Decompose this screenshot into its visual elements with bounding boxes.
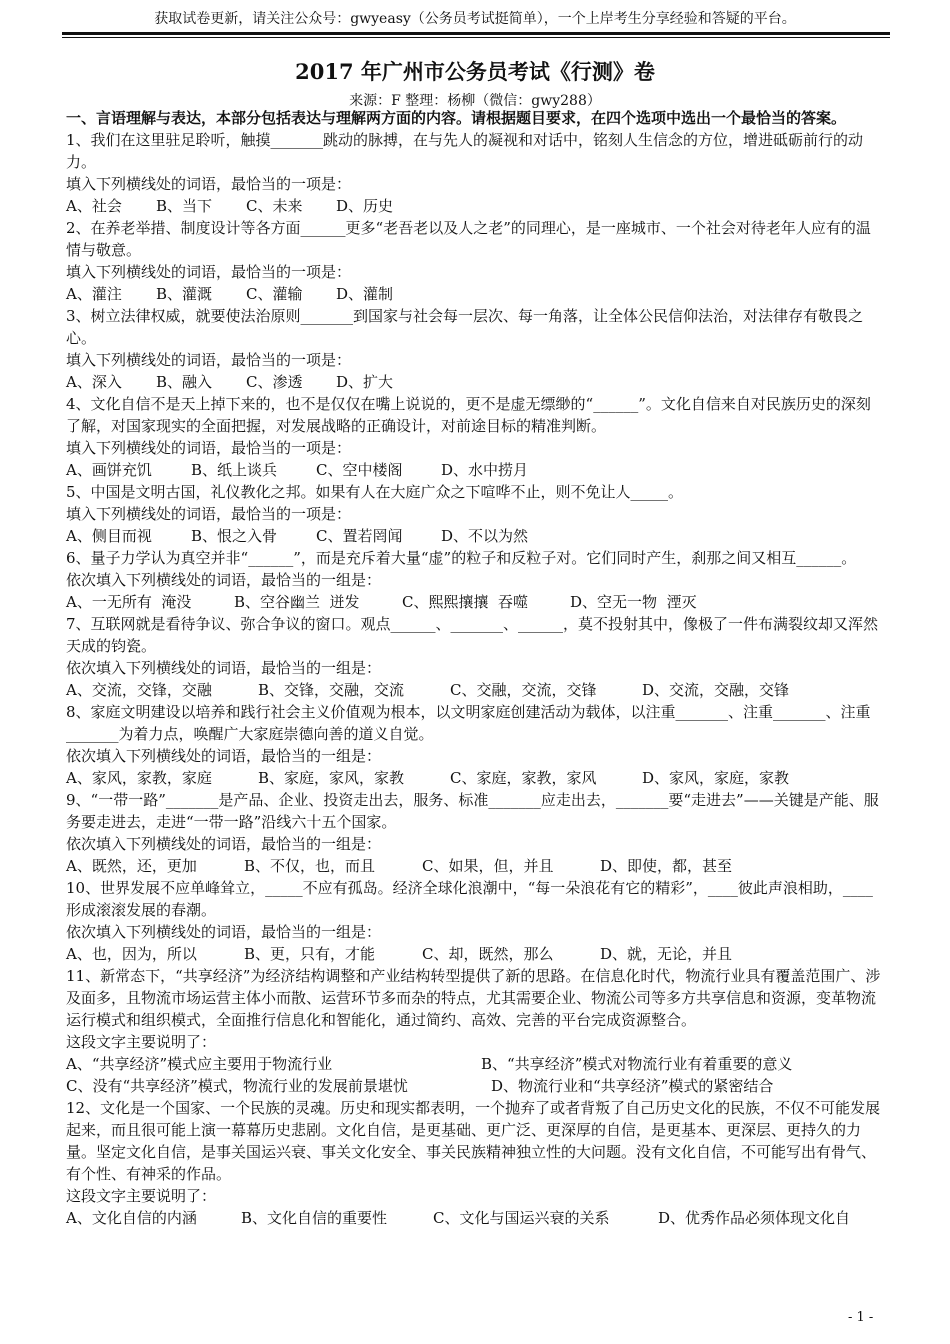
option: C、置若罔闻	[316, 527, 403, 545]
option: D、水中捞月	[441, 461, 529, 479]
option: D、即使，都，甚至	[600, 857, 733, 875]
option: C、家庭，家教，家风	[450, 769, 597, 787]
question-8: 8、家庭文明建设以培养和践行社会主义价值观为根本，以文明家庭创建活动为载体，以注重_______、注重_______、注重_______为着力点，唤醒广大家庭崇德向善的道义自觉。	[66, 703, 871, 743]
question-prompt: 填入下列横线处的词语，最恰当的一项是：	[66, 439, 352, 457]
section-heading: 一、言语理解与表达，本部分包括表达与理解两方面的内容。请根据题目要求，在四个选项中选出一个最恰当的答案。	[66, 109, 847, 127]
option: C、文化与国运兴衰的关系	[433, 1209, 610, 1227]
option: A、既然，还，更加	[66, 857, 197, 875]
question-prompt: 依次填入下列横线处的词语，最恰当的一组是：	[66, 659, 382, 677]
option: C、如果，但，并且	[422, 857, 554, 875]
options-11b	[66, 1075, 882, 1097]
question-9: 9、“一带一路”_______是产品、企业、投资走出去，服务、标准_______应走出去，_______要“走进去”——关键是产能、服务要走进去，走进“一带一路”沿线六十五个国家。	[66, 791, 879, 831]
option: C、渗透	[246, 373, 303, 391]
option: B、交锋，交融，交流	[258, 681, 405, 699]
question-7: 7、互联网就是看待争议、弥合争议的窗口。观点______、_______、______，莫不投射其中，像极了一件布满裂纹却又浑然天成的钧瓷。	[66, 615, 879, 655]
option: A、“共享经济”模式应主要用于物流行业	[66, 1055, 333, 1073]
question-12: 12、文化是一个国家、一个民族的灵魂。历史和现实都表明，一个抛弃了或者背叛了自己历史文化的民族，不仅不可能发展起来，而且很可能上演一幕幕历史悲剧。文化自信，是更基础、更广泛、更深厚的自信，是更基本、更深层、更持久的力量。坚定文化自信，是事关国运兴衰、事关文化安全、事关民族精神独立性的大问题。没有文化自信，不可能写出有骨气、有个性、有神采的作品。	[66, 1099, 881, 1183]
option: B、空谷幽兰 迸发	[234, 593, 360, 611]
question-prompt: 依次填入下列横线处的词语，最恰当的一组是：	[66, 835, 382, 853]
source-line: 来源：F 整理：杨柳（微信：gwy288）	[349, 93, 601, 109]
question-prompt: 依次填入下列横线处的词语，最恰当的一组是：	[66, 571, 382, 589]
question-3: 3、树立法律权威，就要使法治原则_______到国家与社会每一层次、每一角落，让全体公民信仰法治，对法律存有敬畏之心。	[66, 307, 864, 347]
option: D、优秀作品必须体现文化自	[658, 1209, 851, 1227]
question-1: 1、我们在这里驻足聆听，触摸_______跳动的脉搏，在与先人的凝视和对话中，铭刻人生信念的方位，增进砥砺前行的动力。	[66, 131, 864, 171]
options-2	[66, 283, 882, 305]
option: D、空无一物 湮灭	[570, 593, 697, 611]
question-prompt: 依次填入下列横线处的词语，最恰当的一组是：	[66, 923, 382, 941]
option: A、一无所有 淹没	[66, 593, 192, 611]
options-9	[66, 855, 882, 877]
question-5: 5、中国是文明古国，礼仪教化之邦。如果有人在大庭广众之下喧哗不止，则不免让人_____。	[66, 483, 684, 501]
question-2: 2、在养老举措、制度设计等各方面______更多“老吾老以及人之老”的同理心，是一座城市、一个社会对待老年人应有的温情与敬意。	[66, 219, 871, 259]
option: D、交流，交融，交锋	[642, 681, 790, 699]
option: B、家庭，家风，家教	[258, 769, 405, 787]
header-rule-thin	[62, 37, 890, 38]
option: A、画饼充饥	[66, 461, 152, 479]
option: A、文化自信的内涵	[66, 1209, 197, 1227]
option: B、更，只有，才能	[244, 945, 376, 963]
option: A、也，因为，所以	[66, 945, 197, 963]
question-10: 10、世界发展不应单峰耸立，_____不应有孤岛。经济全球化浪潮中，“每一朵浪花有它的精彩”，____彼此声浪相助，____形成滚滚发展的春潮。	[66, 879, 873, 919]
question-11: 11、新常态下，“共享经济”为经济结构调整和产业结构转型提供了新的思路。在信息化时代，物流行业具有覆盖范围广、涉及面多，且物流市场运营主体小而散、运营环节多而杂的特点，尤其需要企业、物流公司等多方共享信息和资源，变革物流运行模式和组织模式，全面推行信息化和智能化，通过简约、高效、完善的平台完成资源整合。	[66, 967, 881, 1029]
question-prompt: 依次填入下列横线处的词语，最恰当的一组是：	[66, 747, 382, 765]
option: B、文化自信的重要性	[241, 1209, 388, 1227]
options-6	[66, 591, 882, 613]
option: B、灌溉	[156, 285, 213, 303]
option: D、历史	[336, 197, 394, 215]
option: D、家风，家庭，家教	[642, 769, 790, 787]
option: B、当下	[156, 197, 213, 215]
question-prompt: 填入下列横线处的词语，最恰当的一项是：	[66, 351, 352, 369]
option: B、“共享经济”模式对物流行业有着重要的意义	[481, 1055, 793, 1073]
question-6: 6、量子力学认为真空并非“______”，而是充斥着大量“虚”的粒子和反粒子对。它们同时产生，刹那之间又相互______。	[66, 549, 857, 567]
option: C、空中楼阁	[316, 461, 403, 479]
option: B、恨之入骨	[191, 527, 278, 545]
options-7	[66, 679, 882, 701]
option: B、融入	[156, 373, 213, 391]
exam-content	[66, 107, 882, 1229]
question-prompt: 填入下列横线处的词语，最恰当的一项是：	[66, 505, 352, 523]
options-11a	[66, 1053, 882, 1075]
options-8	[66, 767, 882, 789]
option: A、灌注	[66, 285, 122, 303]
option: A、侧目而视	[66, 527, 152, 545]
option: C、灌输	[246, 285, 303, 303]
question-prompt: 填入下列横线处的词语，最恰当的一项是：	[66, 175, 352, 193]
options-10	[66, 943, 882, 965]
header-notice: 获取试卷更新，请关注公众号：gwyeasy（公务员考试挺简单），一个上岸考生分享经验和答疑的平台。	[154, 11, 796, 27]
options-3	[66, 371, 882, 393]
option: B、不仅，也，而且	[244, 857, 376, 875]
options-12	[66, 1207, 882, 1229]
option: A、深入	[66, 373, 122, 391]
option: D、灌制	[336, 285, 394, 303]
options-5	[66, 525, 882, 547]
option: D、不以为然	[441, 527, 529, 545]
option: A、交流，交锋，交融	[66, 681, 212, 699]
option: C、交融，交流，交锋	[450, 681, 597, 699]
option: C、却，既然，那么	[422, 945, 554, 963]
option: B、纸上谈兵	[191, 461, 278, 479]
page-number: - 1 -	[848, 1310, 874, 1325]
header-rule-thick	[62, 32, 890, 35]
question-prompt: 这段文字主要说明了：	[66, 1033, 217, 1051]
option: A、家风，家教，家庭	[66, 769, 212, 787]
options-1	[66, 195, 882, 217]
page-title: 2017 年广州市公务员考试《行测》卷	[295, 59, 655, 84]
option: C、未来	[246, 197, 303, 215]
option: D、物流行业和“共享经济”模式的紧密结合	[491, 1077, 774, 1095]
options-4	[66, 459, 882, 481]
option: A、社会	[66, 197, 122, 215]
option: C、没有“共享经济”模式，物流行业的发展前景堪忧	[66, 1077, 408, 1095]
option: D、就，无论，并且	[600, 945, 733, 963]
option: C、熙熙攘攘 吞噬	[402, 593, 529, 611]
question-4: 4、文化自信不是天上掉下来的，也不是仅仅在嘴上说说的，更不是虚无缥缈的“______”。文化自信来自对民族历史的深刻了解，对国家现实的全面把握，对发展战略的正确设计，对前途目标的精准判断。	[66, 395, 871, 435]
option: D、扩大	[336, 373, 394, 391]
question-prompt: 填入下列横线处的词语，最恰当的一项是：	[66, 263, 352, 281]
question-prompt: 这段文字主要说明了：	[66, 1187, 217, 1205]
